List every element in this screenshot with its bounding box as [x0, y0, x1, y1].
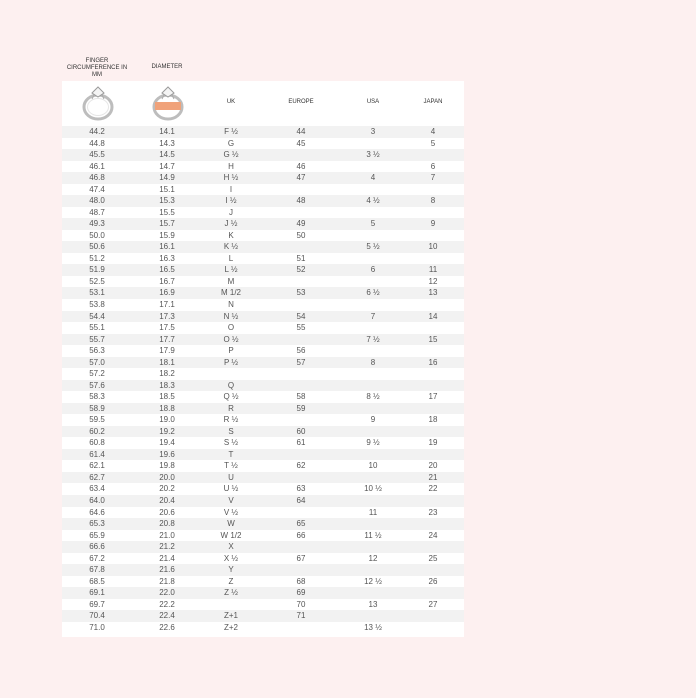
table-header-row: [62, 81, 464, 126]
europe-cell: 54: [296, 311, 306, 321]
circumference-cell: 66.6: [89, 542, 105, 552]
diameter-cell: 15.5: [159, 207, 175, 217]
uk-cell: M: [227, 276, 235, 286]
uk-cell: Q ½: [223, 392, 239, 402]
circumference-cell: 60.2: [89, 426, 105, 436]
table-row: [62, 541, 464, 553]
uk-cell: T: [228, 449, 234, 459]
diameter-cell: 21.8: [159, 576, 175, 586]
uk-cell: L: [228, 253, 234, 263]
diameter-cell: 16.1: [159, 242, 175, 252]
table-row: [62, 530, 464, 542]
circumference-cell: 69.7: [89, 599, 105, 609]
europe-cell: 57: [296, 357, 306, 367]
usa-cell: 10: [368, 461, 378, 471]
usa-cell: 7 ½: [366, 334, 380, 344]
uk-cell: V ½: [223, 507, 239, 517]
table-row: [62, 391, 464, 403]
japan-cell: 4: [430, 127, 436, 136]
table-row: [62, 403, 464, 415]
circumference-cell: 65.9: [89, 530, 105, 540]
uk-cell: U ½: [223, 484, 239, 494]
circumference-cell: 67.2: [89, 553, 105, 563]
uk-cell: J ½: [224, 219, 238, 229]
japan-cell: 15: [428, 334, 438, 344]
usa-cell: 6: [370, 265, 376, 275]
table-row: [62, 299, 464, 311]
table-row: [62, 195, 464, 207]
table-row: [62, 253, 464, 265]
circumference-cell: 57.0: [89, 357, 105, 367]
europe-cell: 46: [296, 161, 306, 171]
uk-cell: K ½: [223, 242, 239, 252]
circumference-cell: 69.1: [89, 588, 105, 598]
europe-cell: 71: [296, 611, 306, 621]
circumference-cell: 58.9: [89, 403, 105, 413]
usa-cell: 5 ½: [366, 242, 380, 252]
table-row: [62, 230, 464, 242]
circumference-cell: 70.4: [89, 611, 105, 621]
table-row: [62, 518, 464, 530]
uk-cell: X: [228, 542, 234, 552]
diameter-cell: 19.4: [159, 438, 175, 448]
usa-cell: 8 ½: [366, 392, 380, 402]
diameter-cell: 20.2: [159, 484, 175, 494]
usa-cell: 4 ½: [366, 196, 380, 206]
diameter-cell: 14.3: [159, 138, 175, 148]
table-row: [62, 126, 464, 138]
table-row: [62, 172, 464, 184]
table-row: [62, 507, 464, 519]
japan-cell: 17: [428, 392, 438, 402]
circumference-cell: 59.5: [89, 415, 105, 425]
circumference-cell: 49.3: [89, 219, 105, 229]
uk-cell: P: [228, 346, 234, 356]
uk-cell: R: [228, 403, 234, 413]
uk-cell: N: [228, 299, 234, 309]
diameter-cell: 19.6: [159, 449, 175, 459]
circumference-cell: 50.6: [89, 242, 105, 252]
table-row: [62, 564, 464, 576]
diameter-cell: 22.6: [159, 622, 175, 632]
japan-cell: 26: [428, 576, 438, 586]
circumference-cell: 51.2: [89, 253, 105, 263]
ring-diameter-icon: [150, 83, 186, 123]
table-row: [62, 576, 464, 588]
japan-cell: 5: [430, 138, 436, 148]
europe-cell: 66: [296, 530, 306, 540]
header-circumference: FINGER CIRCUMFERENCE IN MM: [66, 58, 128, 78]
table-row: [62, 437, 464, 449]
diameter-cell: 17.3: [159, 311, 175, 321]
europe-cell: 55: [296, 323, 306, 333]
uk-cell: S: [228, 426, 234, 436]
diameter-cell: 14.9: [159, 173, 175, 183]
circumference-cell: 48.7: [89, 207, 105, 217]
diameter-cell: 15.3: [159, 196, 175, 206]
japan-cell: 27: [428, 599, 438, 609]
table-row: [62, 218, 464, 230]
usa-cell: 3: [370, 127, 376, 136]
circumference-cell: 46.1: [89, 161, 105, 171]
diameter-cell: 14.5: [159, 150, 175, 160]
circumference-cell: 44.2: [89, 127, 105, 136]
usa-cell: 12 ½: [364, 576, 382, 586]
table-row: [62, 587, 464, 599]
japan-cell: 22: [428, 484, 438, 494]
japan-cell: 19: [428, 438, 438, 448]
column-header-usa: USA: [366, 99, 380, 105]
japan-cell: 24: [428, 530, 438, 540]
japan-cell: 16: [428, 357, 438, 367]
europe-cell: 69: [296, 588, 306, 598]
uk-cell: F ½: [224, 127, 238, 136]
column-header-europe: EUROPE: [288, 99, 314, 105]
europe-cell: 53: [296, 288, 306, 298]
uk-cell: Z ½: [224, 588, 238, 598]
table-row: [62, 322, 464, 334]
table-row: [62, 138, 464, 150]
table-row: [62, 553, 464, 565]
japan-cell: 13: [428, 288, 438, 298]
circumference-cell: 54.4: [89, 311, 105, 321]
uk-cell: U: [228, 472, 234, 482]
header-diameter: DIAMETER: [151, 64, 183, 70]
circumference-cell: 65.3: [89, 519, 105, 529]
europe-cell: 52: [296, 265, 306, 275]
uk-cell: Q: [227, 380, 235, 390]
europe-cell: 50: [296, 230, 306, 240]
table-row: [62, 357, 464, 369]
usa-cell: 3 ½: [366, 150, 380, 160]
circumference-cell: 58.3: [89, 392, 105, 402]
table-row: [62, 483, 464, 495]
circumference-cell: 62.1: [89, 461, 105, 471]
europe-cell: 65: [296, 519, 306, 529]
table-row: [62, 368, 464, 380]
diameter-cell: 16.5: [159, 265, 175, 275]
japan-cell: 6: [430, 161, 436, 171]
diameter-cell: 20.0: [159, 472, 175, 482]
table-row: [62, 622, 464, 634]
table-row: [62, 241, 464, 253]
europe-cell: 58: [296, 392, 306, 402]
europe-cell: 62: [296, 461, 306, 471]
europe-cell: 45: [296, 138, 306, 148]
europe-cell: 51: [296, 253, 306, 263]
table-row: [62, 610, 464, 622]
usa-cell: 5: [370, 219, 376, 229]
diameter-cell: 21.6: [159, 565, 175, 575]
table-row: [62, 184, 464, 196]
table-row: [62, 426, 464, 438]
circumference-cell: 53.8: [89, 299, 105, 309]
diameter-cell: 21.2: [159, 542, 175, 552]
japan-cell: 21: [428, 472, 438, 482]
diameter-cell: 19.2: [159, 426, 175, 436]
table-row: [62, 149, 464, 161]
europe-cell: 68: [296, 576, 306, 586]
diameter-cell: 18.2: [159, 369, 175, 379]
japan-cell: 9: [430, 219, 436, 229]
usa-cell: 11: [368, 507, 378, 517]
uk-cell: Z+2: [223, 622, 238, 632]
table-row: [62, 449, 464, 461]
table-row: [62, 495, 464, 507]
uk-cell: W 1/2: [220, 530, 242, 540]
diameter-cell: 21.4: [159, 553, 175, 563]
uk-cell: R ½: [223, 415, 239, 425]
circumference-cell: 71.0: [89, 622, 105, 632]
circumference-cell: 64.0: [89, 496, 105, 505]
europe-cell: 47: [296, 173, 306, 183]
diameter-cell: 17.1: [159, 299, 175, 309]
uk-cell: V: [228, 496, 234, 505]
table-row: [62, 287, 464, 299]
usa-cell: 9 ½: [366, 438, 380, 448]
japan-cell: 20: [428, 461, 438, 471]
diameter-cell: 19.8: [159, 461, 175, 471]
diameter-cell: 22.2: [159, 599, 175, 609]
usa-cell: 10 ½: [364, 484, 382, 494]
circumference-cell: 45.5: [89, 150, 105, 160]
japan-cell: 7: [430, 173, 436, 183]
diameter-cell: 15.1: [159, 184, 175, 194]
usa-cell: 13 ½: [364, 622, 382, 632]
table-row: [62, 414, 464, 426]
europe-cell: 70: [296, 599, 306, 609]
table-row: [62, 460, 464, 472]
usa-cell: 11 ½: [364, 530, 382, 540]
usa-cell: 13: [368, 599, 378, 609]
circumference-cell: 51.9: [89, 265, 105, 275]
table-row: [62, 380, 464, 392]
diameter-cell: 18.5: [159, 392, 175, 402]
diameter-cell: 18.1: [159, 357, 175, 367]
europe-cell: 48: [296, 196, 306, 206]
uk-cell: H ½: [223, 173, 239, 183]
japan-cell: 23: [428, 507, 438, 517]
circumference-cell: 48.0: [89, 196, 105, 206]
europe-cell: 64: [296, 496, 306, 505]
uk-cell: G: [227, 138, 235, 148]
circumference-cell: 57.2: [89, 369, 105, 379]
uk-cell: M 1/2: [220, 288, 241, 298]
diameter-cell: 14.7: [159, 161, 175, 171]
japan-cell: 8: [430, 196, 436, 206]
uk-cell: Y: [228, 565, 234, 575]
circumference-cell: 55.1: [89, 323, 105, 333]
table-row: [62, 472, 464, 484]
uk-cell: W: [227, 519, 235, 529]
uk-cell: K: [228, 230, 234, 240]
diameter-cell: 19.0: [159, 415, 175, 425]
circumference-cell: 53.1: [89, 288, 105, 298]
diameter-cell: 20.4: [159, 496, 175, 505]
diameter-cell: 14.1: [159, 127, 175, 136]
circumference-cell: 61.4: [89, 449, 105, 459]
uk-cell: T ½: [224, 461, 238, 471]
circumference-cell: 60.8: [89, 438, 105, 448]
table-row: [62, 276, 464, 288]
table-row: [62, 311, 464, 323]
diameter-cell: 15.7: [159, 219, 175, 229]
table-row: [62, 161, 464, 173]
europe-cell: 56: [296, 346, 306, 356]
usa-cell: 8: [370, 357, 376, 367]
diameter-cell: 18.3: [159, 380, 175, 390]
uk-cell: J: [229, 207, 233, 217]
japan-cell: 25: [428, 553, 438, 563]
circumference-cell: 62.7: [89, 472, 105, 482]
uk-cell: I ½: [225, 196, 237, 206]
diameter-cell: 17.7: [159, 334, 175, 344]
table-row: [62, 207, 464, 219]
column-header-japan: JAPAN: [423, 99, 443, 105]
ring-size-table: [62, 81, 464, 637]
uk-cell: G ½: [223, 150, 239, 160]
japan-cell: 10: [428, 242, 438, 252]
usa-cell: 12: [368, 553, 378, 563]
circumference-cell: 63.4: [89, 484, 105, 494]
circumference-cell: 44.8: [89, 138, 105, 148]
table-row: [62, 345, 464, 357]
diameter-cell: 17.9: [159, 346, 175, 356]
uk-cell: X ½: [223, 553, 239, 563]
uk-cell: L ½: [224, 265, 238, 275]
circumference-cell: 55.7: [89, 334, 105, 344]
uk-cell: O: [227, 323, 235, 333]
diameter-cell: 20.6: [159, 507, 175, 517]
uk-cell: H: [228, 161, 234, 171]
uk-cell: P ½: [223, 357, 239, 367]
usa-cell: 7: [370, 311, 376, 321]
usa-cell: 4: [370, 173, 376, 183]
europe-cell: 44: [296, 127, 306, 136]
diameter-cell: 16.7: [159, 276, 175, 286]
japan-cell: 18: [428, 415, 438, 425]
europe-cell: 67: [296, 553, 306, 563]
uk-cell: Z+1: [223, 611, 238, 621]
diameter-cell: 21.0: [159, 530, 175, 540]
uk-cell: I: [229, 184, 233, 194]
ring-circumference-icon: [80, 83, 116, 123]
column-header-uk: UK: [226, 99, 236, 105]
table-body: [62, 126, 464, 633]
europe-cell: 59: [296, 403, 306, 413]
japan-cell: 14: [428, 311, 438, 321]
diameter-cell: 17.5: [159, 323, 175, 333]
circumference-cell: 46.8: [89, 173, 105, 183]
table-row: [62, 264, 464, 276]
diameter-cell: 16.3: [159, 253, 175, 263]
circumference-cell: 52.5: [89, 276, 105, 286]
circumference-cell: 57.6: [89, 380, 105, 390]
circumference-cell: 64.6: [89, 507, 105, 517]
japan-cell: 11: [428, 265, 438, 275]
circumference-cell: 67.8: [89, 565, 105, 575]
uk-cell: N ½: [223, 311, 239, 321]
japan-cell: 12: [428, 276, 438, 286]
europe-cell: 63: [296, 484, 306, 494]
circumference-cell: 56.3: [89, 346, 105, 356]
usa-cell: 6 ½: [366, 288, 380, 298]
circumference-cell: 47.4: [89, 184, 105, 194]
diameter-cell: 16.9: [159, 288, 175, 298]
usa-cell: 9: [370, 415, 376, 425]
uk-cell: Z: [228, 576, 234, 586]
europe-cell: 61: [296, 438, 306, 448]
diameter-cell: 15.9: [159, 230, 175, 240]
europe-cell: 60: [296, 426, 306, 436]
circumference-cell: 50.0: [89, 230, 105, 240]
circumference-cell: 68.5: [89, 576, 105, 586]
europe-cell: 49: [296, 219, 306, 229]
diameter-cell: 22.4: [159, 611, 175, 621]
table-row: [62, 599, 464, 611]
table-row: [62, 334, 464, 346]
diameter-cell: 18.8: [159, 403, 175, 413]
uk-cell: O ½: [223, 334, 239, 344]
diameter-cell: 22.0: [159, 588, 175, 598]
diameter-cell: 20.8: [159, 519, 175, 529]
uk-cell: S ½: [223, 438, 239, 448]
